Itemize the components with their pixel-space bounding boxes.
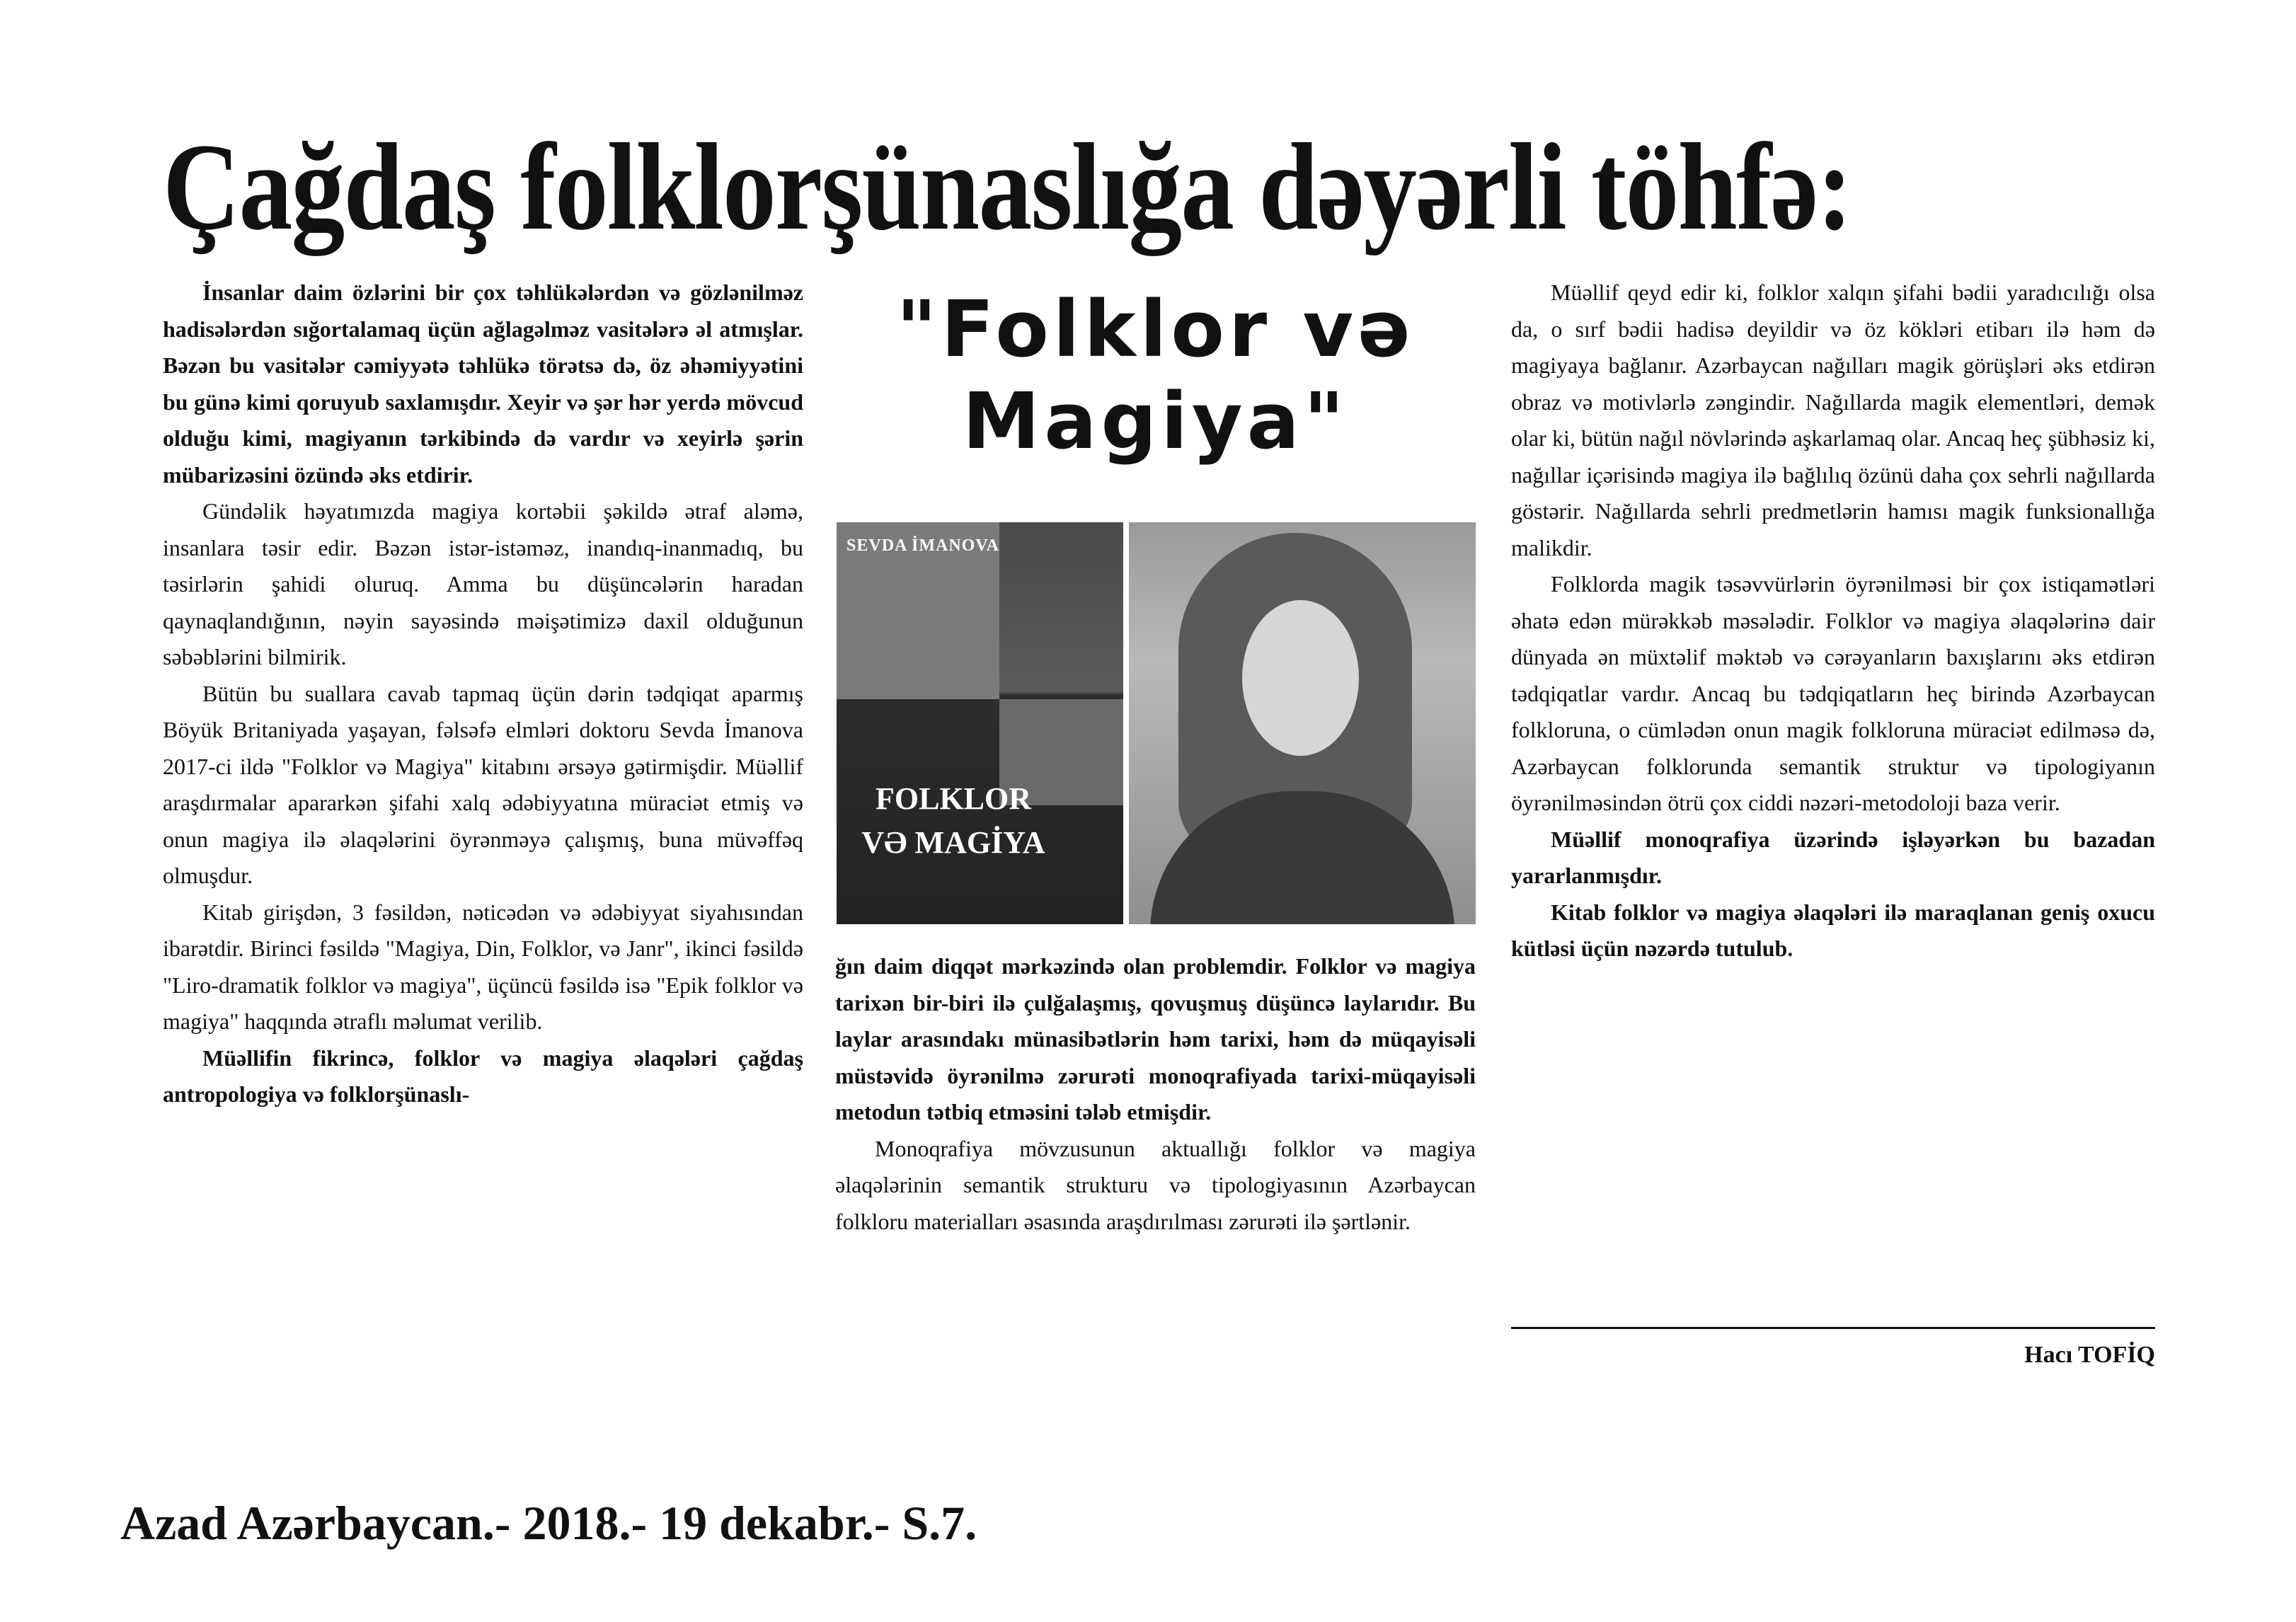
paragraph: Müəllifin fikrincə, folklor və magiya əlaqələri çağdaş antropologiya və folklorşünaslı-	[163, 1045, 803, 1107]
paragraph: İnsanlar daim özlərini bir çox təhlükələrdən və gözlənilməz hadisələrdən sığortalamaq üçün ağlagəlməz vasitələrə əl atmışlar. Bəzən bu vasitələr cəmiyyətə təhlükə törətsə də, öz əhəmiyyətini bu günə kimi qoruyub saxlamışdır. Xeyir və şər hər yerdə mövcud olduğu kimi, magiyanın tərkibində də vardır və xeyirlə şərin mübarizəsini özündə əks etdirir.	[163, 280, 803, 488]
paragraph: Monoqrafiya mövzusunun aktuallığı folklor və magiya əlaqələrinin semantik strukturu və tipologiyasının Azərbaycan folkloru materialları əsasında araşdırılması zərurəti ilə şərtlənir.	[835, 1135, 1476, 1234]
byline-rule	[1511, 1327, 2155, 1329]
paragraph: Kitab girişdən, 3 fəsildən, nəticədən və ədəbiyyat siyahısından ibarətdir. Birinci fəsildə "Magiya, Din, Folklor, və Janr", ikinci fəsildə "Liro-dramatik folklor və magiya", üçüncü fəsildə isə "Epik folklor və magiya" haqqında ətraflı məlumat verilib.	[163, 899, 803, 1034]
article-column-1	[163, 275, 803, 1113]
author-portrait	[1129, 522, 1476, 924]
paragraph: Müəllif qeyd edir ki, folklor xalqın şifahi bədii yaradıcılığı olsa da, o sırf bədii hadisə deyildir və öz kökləri etibarı ilə həm də magiyaya bağlanır. Azərbaycan nağılları magik görüşləri əks etdirən obraz və motivlərlə zəngindir. Nağıllarda magik elementləri, demək olar ki, bütün nağıl növlərində aşkarlamaq olar. Ancaq heç şübhəsiz ki, nağıllar içərisində magiya ilə bağlılıq özünü daha çox sehrli nağıllarda göstərir. Nağıllarda sehrli predmetlərin hamısı magik funksionallığa malikdir.	[1511, 280, 2155, 560]
book-author: SEVDA İMANOVA	[846, 536, 999, 555]
headline: Çağdaş folklorşünaslığa dəyərli töhfə:	[163, 118, 1852, 256]
source-citation: Azad Azərbaycan.- 2018.- 19 dekabr.- S.7.	[120, 1496, 977, 1550]
paragraph: Müəllif monoqrafiya üzərində işləyərkən bu bazadan yararlanmışdır.	[1511, 826, 2155, 888]
portrait-face	[1242, 600, 1359, 756]
book-title-line: VƏ MAGİYA	[861, 825, 1045, 860]
paragraph: ğın daim diqqət mərkəzində olan problemdir. Folklor və magiya tarixən bir-biri ilə çulğalaşmış, qovuşmuş düşüncə laylarıdır. Bu laylar arasındakı münasibətlərin həm tarixi, həm də müqayisəli müstəvidə öyrənilmə zərurəti monoqrafiyada tarixi-müqayisəli metodun tətbiq etməsini tələb etmişdir.	[835, 953, 1476, 1125]
book-cover	[837, 522, 1129, 924]
paragraph: Kitab folklor və magiya əlaqələri ilə maraqlanan geniş oxucu kütləsi üçün nəzərdə tutulub.	[1511, 899, 2155, 961]
paragraph: Gündəlik həyatımızda magiya kortəbii şəkildə ətraf aləmə, insanlara təsir edir. Bəzən istər-istəməz, inandıq-inanmadıq, bu təsirlərin şahidi oluruq. Amma bu düşüncələrin haradan qaynaqlandığının, nəyin sayəsində məişətimizə daxil olduğunun səbəblərini bilmirik.	[163, 498, 803, 669]
subtitle-line: Magiya"	[962, 376, 1349, 466]
subtitle-line: "Folklor və	[896, 284, 1415, 374]
article-column-3	[1511, 275, 2155, 967]
book-title-line: FOLKLOR	[875, 781, 1032, 816]
paragraph: Folklorda magik təsəvvürlərin öyrənilməsi bir çox istiqamətləri əhatə edən mürəkkəb məsələdir. Folklor və magiya əlaqələrinə dair dünyada ən müxtəlif məktəb və cərəyanların baxışlarını əks etdirən tədqiqatlar vardır. Ancaq bu tədqiqatların heç birində Azərbaycan folkloruna, o cümlədən onun magik folkloruna müraciət edilməsə də, Azərbaycan folklorunda semantik struktur və tipologiyanın öyrənilməsindən ötrü çox ciddi nəzəri-metodoloji baza verir.	[1511, 571, 2155, 815]
article-column-2	[835, 948, 1476, 1240]
subtitle	[835, 283, 1476, 467]
book-title	[837, 777, 1070, 865]
paragraph: Bütün bu suallara cavab tapmaq üçün dərin tədqiqat aparmış Böyük Britaniyada yaşayan, fəlsəfə elmləri doktoru Sevda İmanova 2017-ci ildə "Folklor və Magiya" kitabını ərsəyə gətirmişdir. Müəllif araşdırmalar apararkən şifahi xalq ədəbiyyatına müraciət etmiş və onun magiya ilə əlaqələrini öyrənməyə çalışmış, buna müvəffəq olmuşdur.	[163, 680, 803, 888]
article-photo	[837, 522, 1478, 924]
byline: Hacı TOFİQ	[2024, 1342, 2155, 1368]
